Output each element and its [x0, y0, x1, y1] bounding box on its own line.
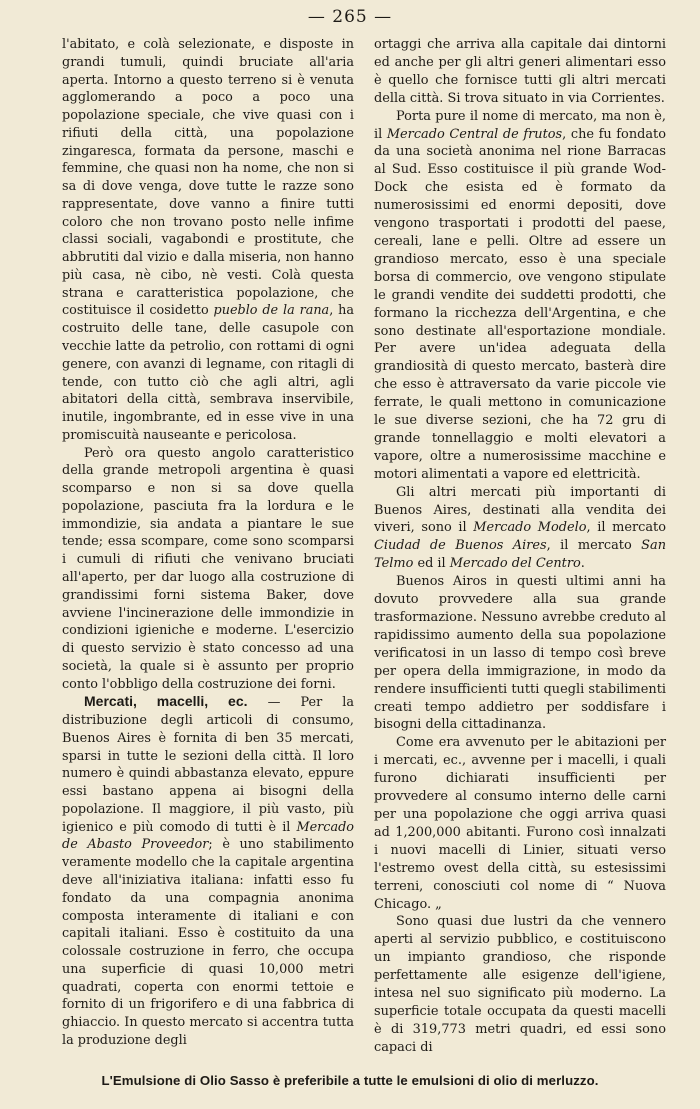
paragraph-text: — Per la distribuzione degli articoli di consumo, Buenos Aires è fornita di ben 35 mercati, sparsi in tutte le sezioni della città. Il loro numero è quindi abbastanza elevato, eppure essi bastano appena ai bisogni della popolazione. Il maggiore, il più vasto, più igienico e più comodo di tutti è il — [62, 695, 354, 835]
page-number: — 265 — — [307, 7, 393, 27]
paragraph-text: l'abitato, e colà selezionate, e disposte in grandi tumuli, quindi bruciate all'aria aperta. Intorno a questo terreno si è venuta agglomerando a poco a poco una popolazione speciale, che vive quasi con i rifiuti della città, una popolazione zingaresca, formata da persone, maschi e femmine, che quasi non ha nome, che non si sa di dove venga, dove tutte le razze sono rappresentate, dove vanno a finire tutti coloro che non trovano posto nelle infime classi sociali, vagabondi e prostitute, che abbrutiti dal vizio e dalla miseria, non hanno più casa, nè cibo, nè vesti. Colà questa strana e caratteristica popolazione, che costituisce il cosidetto — [62, 37, 354, 319]
paragraph — [62, 693, 354, 1049]
paragraph-text: Porta pure il nome di mercato, ma non è, il — [374, 108, 666, 142]
paragraph: Però ora questo angolo caratteristico della grande metropoli argentina è quasi scomparso e non si sa dove quella popolazione, pasciuta fra la lordura e le immondizie, sia andata a piantare le sue tende; essa scompare, come sono scomparsi i cumuli di rifiuti che venivano bruciati all'aperto, per dar luogo alla costruzione di grandissimi forni sistema Baker, dove avviene l'incinerazione delle immondizie in condizioni igieniche e moderne. L'esercizio di questo servizio è stato concesso ad una società, la quale si è assunto per proprio conto l'obbligo della costruzione dei forni. — [62, 445, 354, 692]
paragraph-text: , il mercato — [586, 520, 666, 536]
left-column — [62, 36, 354, 1068]
section-heading: Mercati, macelli, ec. — [84, 693, 248, 710]
paragraph: Come era avvenuto per le abitazioni per i mercati, ec., avvenne per i macelli, i quali furono dichiarati insufficienti per provvedere al consumo interno delle carni per una popolazione che oggi arriva quasi ad 1,200,000 abitanti. Furono così innalzati i nuovi macelli di Linier, situati verso l'estremo ovest della città, su estesissimi terreni, conosciuti col nome di “ Nuova Chicago. „ — [374, 735, 666, 912]
italic-term: Mercado de Abasto Proveedor — [62, 819, 354, 853]
italic-term: Mercado Modelo — [473, 520, 587, 536]
paragraph: ortaggi che arriva alla capitale dai dintorni ed anche per gli altri generi alimentari esso è quello che fornisce tutti gli altri mercati della città. Si trova situato in via Corrientes. — [374, 37, 666, 106]
paragraph-text: , ha costruito delle tane, delle casupole con vecchie latte da petrolio, con rottami di ogni genere, con avanzi di legname, con ritagli di tende, con tutto ciò che agli altri, agli abitatori della città, sembrava inservibile, inutile, ingombrante, ed in esse vive in una promiscuità nauseante e pericolosa. — [62, 303, 354, 443]
italic-term: Ciudad de Buenos Aires — [374, 538, 547, 554]
paragraph-text: ed il — [413, 556, 450, 572]
italic-term: San Telmo — [374, 538, 666, 572]
paragraph-text: ; è uno stabilimento veramente modello che la capitale argentina deve all'iniziativa italiana: infatti esso fu fondato da una compagnia anonima composta interamente di italiani e con capitali italiani. Esso è costituito da una colossale costruzione in ferro, che occupa una superficie di quasi 10,000 metri quadrati, coperta con enormi tettoie e fornito di un frigorifero e di una fabbrica di ghiaccio. In questo mercato si accentra tutta la produzione degli — [62, 837, 354, 1048]
paragraph-text: , che fu fondato da una società anonima nel rione Barracas al Sud. Esso costituisce il più grande Wod-Dock che esista ed è formato da numerosissimi ed enormi depositi, dove vengono trasportati i prodotti del paese, cereali, lane e pelli. Oltre ad essere un grandioso mercato, esso è una speciale borsa di commercio, ove vengono stipulate le grandi vendite dei suddetti prodotti, che formano la ricchezza dell'Argentina, e che sono destinate all'esportazione mondiale. Per avere un'idea adeguata della grandiosità di questo mercato, basterà dire che esso è attraversato da varie piccole vie ferrate, le quali mettono in comunicazione le sue diverse sezioni, che ha 72 gru di grande tonnellaggio e molti elevatori a vapore, oltre a numerosissime macchine e motori alimentati a vapore ed elettricità. — [374, 126, 666, 482]
text-columns — [62, 36, 666, 1068]
italic-term: Mercado del Centro — [449, 556, 581, 572]
paragraph: Sono quasi due lustri da che vennero aperti al servizio pubblico, e costituiscono un impianto grandioso, che risponde perfettamente alle esigenze dell'igiene, intesa nel suo significato più moderno. La superficie totale occupata da questi macelli è di 319,773 metri quadri, ed essi sono capaci di — [374, 914, 666, 1055]
paragraph — [374, 108, 666, 484]
right-column — [374, 36, 666, 1068]
italic-term: Mercado Central de frutos — [386, 126, 563, 142]
footer-advertisement: L'Emulsione di Olio Sasso è preferibile a tutte le emulsioni di olio di merluzzo. — [101, 1073, 599, 1088]
paragraph-text: , il mercato — [546, 538, 642, 554]
paragraph — [374, 484, 666, 574]
paragraph-text: . — [580, 556, 585, 572]
paragraph: Buenos Airos in questi ultimi anni ha dovuto provvedere alla sua grande trasformazione. Nessuno avrebbe creduto al rapidissimo aumento della sua popolazione verificatosi in un lasso di tempo così breve per opera della immigrazione, in modo da rendere insufficienti tutti quegli stabilimenti creati tempo addietro per soddisfare i bisogni della cittadinanza. — [374, 574, 666, 733]
italic-term: pueblo de la rana — [213, 303, 330, 319]
paragraph-text: Gli altri mercati più importanti di Buenos Aires, destinati alla vendita dei viveri, sono il — [374, 484, 666, 536]
paragraph — [62, 36, 354, 445]
